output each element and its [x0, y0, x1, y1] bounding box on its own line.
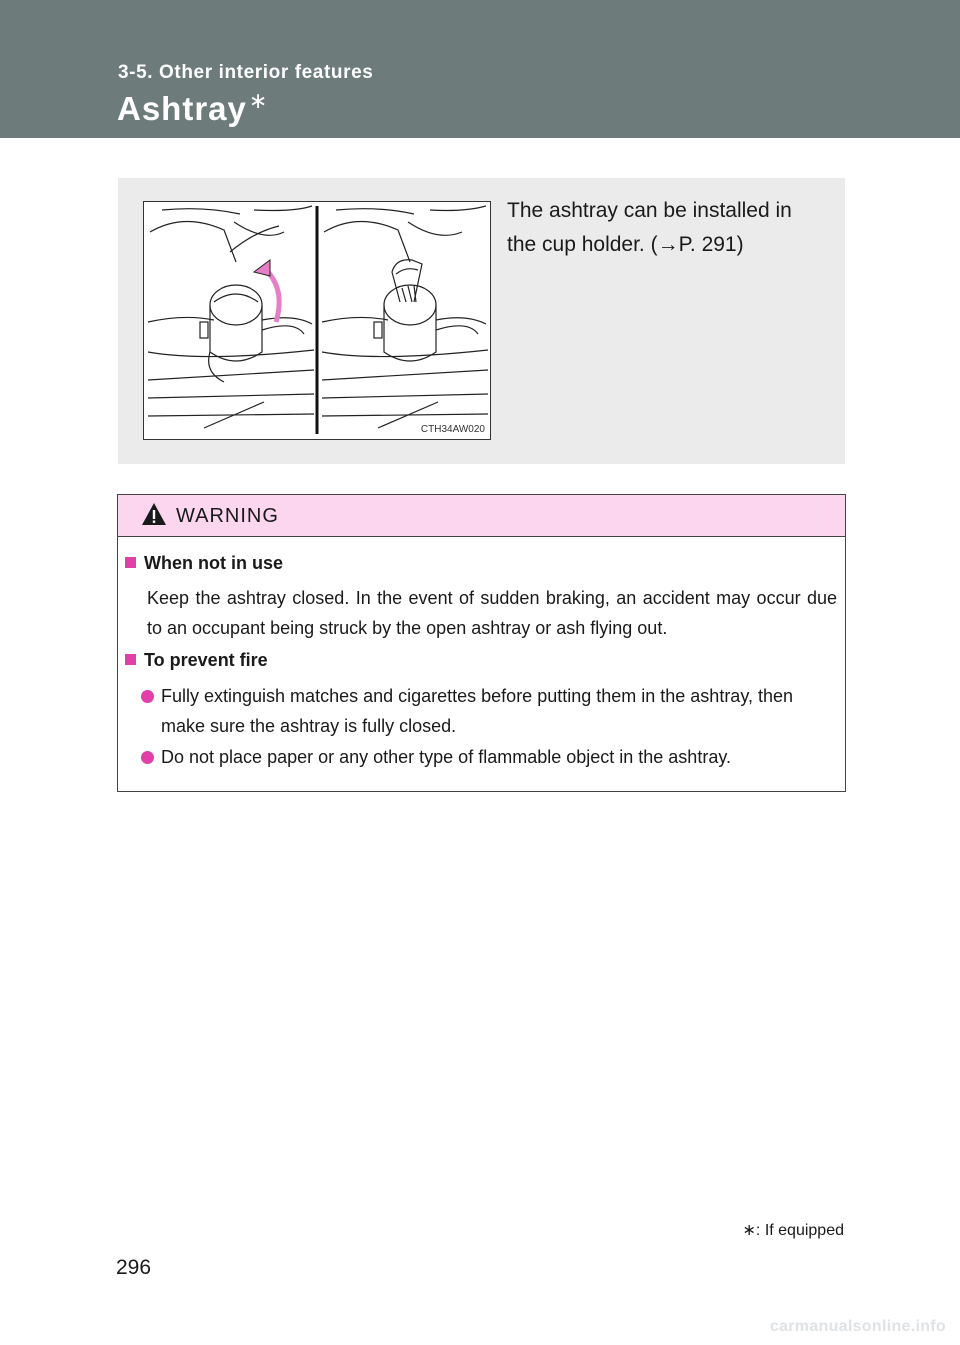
heading-text: When not in use — [144, 553, 283, 573]
warning-bullet-item — [141, 681, 837, 741]
square-bullet-icon — [125, 654, 136, 665]
warning-paragraph: Keep the ashtray closed. In the event of sudden braking, an accident may occur due to an occupant being struck by the open ashtray or ash flying out. — [147, 588, 837, 638]
warning-header — [118, 495, 845, 537]
warning-bullet-item — [141, 742, 837, 772]
figure-caption — [507, 194, 837, 262]
watermark: carmanualsonline.info — [769, 1318, 946, 1335]
bullet-text: Fully extinguish matches and cigarettes before putting them in the ashtray, then make sure the ashtray is fully closed. — [161, 686, 794, 736]
square-bullet-icon — [125, 557, 136, 568]
figure-caption-line-2: the cup holder. (→P. 291) — [507, 233, 744, 256]
figure-caption-line-1: The ashtray can be installed in — [507, 199, 792, 222]
heading-text: To prevent fire — [144, 650, 268, 670]
page-number: 296 — [116, 1256, 152, 1279]
ashtray-illustration — [143, 201, 491, 440]
figure-box — [118, 178, 845, 464]
warning-label: WARNING — [176, 505, 279, 527]
ashtray-drawing — [144, 202, 490, 439]
warning-heading-prevent-fire — [125, 650, 268, 671]
page-title-text: Ashtray — [117, 90, 247, 127]
if-equipped-mark: ∗ — [248, 88, 269, 113]
warning-heading-not-in-use — [125, 553, 283, 574]
round-bullet-icon — [141, 690, 154, 703]
warning-box — [117, 494, 846, 792]
figure-code: CTH34AW020 — [420, 424, 485, 435]
section-title: 3-5. Other interior features — [118, 62, 374, 83]
footnote: ∗: If equipped — [742, 1222, 844, 1239]
round-bullet-icon — [141, 751, 154, 764]
bullet-text: Do not place paper or any other type of flammable object in the ashtray. — [161, 747, 731, 767]
page-header — [0, 0, 960, 138]
warning-triangle-icon — [141, 502, 167, 526]
page-title — [117, 88, 268, 128]
